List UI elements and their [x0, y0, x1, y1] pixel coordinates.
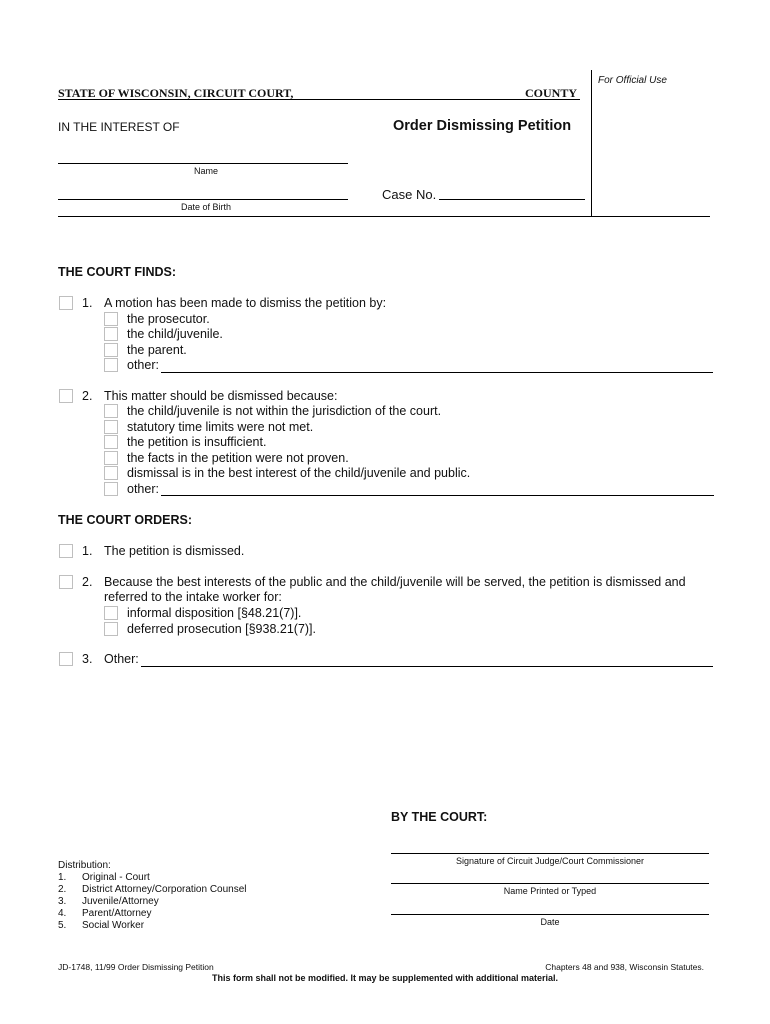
county-line: [58, 99, 580, 100]
case-no-line[interactable]: [439, 199, 585, 200]
finding-2-option-jurisdiction: the child/juvenile is not within the jurisdiction of the court.: [127, 404, 442, 418]
signature-caption: Signature of Circuit Judge/Court Commissioner: [455, 856, 645, 866]
finding-1-option-parent: the parent.: [127, 343, 187, 357]
finding-1-text: A motion has been made to dismiss the petition by:: [104, 296, 387, 310]
order-2-deferred-checkbox[interactable]: [104, 622, 118, 636]
finding-1-option-juvenile: the child/juvenile.: [127, 327, 223, 341]
finding-2-checkbox[interactable]: [59, 389, 73, 403]
order-3-text: Other:: [104, 652, 139, 666]
finding-2-option-other: other:: [127, 482, 159, 496]
distribution-item: 1. Original - Court: [58, 872, 150, 883]
order-2-informal-checkbox[interactable]: [104, 606, 118, 620]
finding-1-number: 1.: [82, 296, 93, 310]
finding-1-parent-checkbox[interactable]: [104, 343, 118, 357]
order-1-text: The petition is dismissed.: [104, 544, 245, 558]
distribution-item: 3. Juvenile/Attorney: [58, 896, 159, 907]
distribution-list: [58, 860, 247, 932]
date-line[interactable]: [391, 914, 709, 915]
date-caption: Date: [540, 917, 560, 927]
order-2-option-deferred: deferred prosecution [§938.21(7)].: [127, 622, 317, 636]
footer-form-id: JD-1748, 11/99 Order Dismissing Petition: [58, 962, 214, 972]
order-3-number: 3.: [82, 652, 93, 666]
form-title: Order Dismissing Petition: [393, 118, 572, 134]
order-3-checkbox[interactable]: [59, 652, 73, 666]
finding-2-best-interest-checkbox[interactable]: [104, 466, 118, 480]
finding-2-other-line[interactable]: [161, 495, 714, 496]
finding-2-option-best-interest: dismissal is in the best interest of the child/juvenile and public.: [127, 466, 471, 480]
finding-1-option-prosecutor: the prosecutor.: [127, 312, 210, 326]
official-use-divider: [591, 70, 592, 217]
order-2-text-line1: Because the best interests of the public and the child/juvenile will be served, the petition is dismissed and: [104, 575, 686, 589]
distribution-heading: Distribution:: [58, 860, 111, 871]
order-1-number: 1.: [82, 544, 93, 558]
finding-2-insufficient-checkbox[interactable]: [104, 435, 118, 449]
case-no-label: Case No.: [382, 187, 437, 202]
finding-2-option-not-proven: the facts in the petition were not proven.: [127, 451, 349, 465]
county-label: COUNTY: [525, 86, 578, 100]
distribution-item: 2. District Attorney/Corporation Counsel: [58, 884, 247, 895]
finding-2-option-insufficient: the petition is insufficient.: [127, 435, 267, 449]
distribution-item: 4. Parent/Attorney: [58, 908, 152, 919]
court-title: STATE OF WISCONSIN, CIRCUIT COURT,: [58, 86, 294, 100]
finding-2-not-proven-checkbox[interactable]: [104, 451, 118, 465]
footer-statutes: Chapters 48 and 938, Wisconsin Statutes.: [545, 962, 704, 972]
order-2-checkbox[interactable]: [59, 575, 73, 589]
name-line[interactable]: [58, 163, 348, 164]
name-printed-caption: Name Printed or Typed: [503, 886, 597, 896]
dob-line[interactable]: [58, 199, 348, 200]
distribution-item: 5. Social Worker: [58, 920, 145, 931]
finding-1-checkbox[interactable]: [59, 296, 73, 310]
finding-1-other-line[interactable]: [161, 372, 713, 373]
finding-1-other-checkbox[interactable]: [104, 358, 118, 372]
name-printed-line[interactable]: [391, 883, 709, 884]
finding-2-time-limits-checkbox[interactable]: [104, 420, 118, 434]
interest-of-label: IN THE INTEREST OF: [58, 120, 180, 134]
by-the-court-label: BY THE COURT:: [391, 810, 488, 824]
findings-heading: THE COURT FINDS:: [58, 265, 177, 279]
footer-notice: This form shall not be modified. It may be supplemented with additional material.: [211, 973, 559, 983]
finding-2-other-checkbox[interactable]: [104, 482, 118, 496]
orders-heading: THE COURT ORDERS:: [58, 513, 193, 527]
finding-1-juvenile-checkbox[interactable]: [104, 327, 118, 341]
finding-2-number: 2.: [82, 389, 93, 403]
finding-1-option-other: other:: [127, 358, 159, 372]
order-2-text-line2: referred to the intake worker for:: [104, 590, 282, 604]
name-caption: Name: [194, 166, 219, 176]
order-1-checkbox[interactable]: [59, 544, 73, 558]
order-2-number: 2.: [82, 575, 93, 589]
order-3-other-line[interactable]: [141, 666, 713, 667]
official-use-label: For Official Use: [598, 75, 667, 86]
finding-1-prosecutor-checkbox[interactable]: [104, 312, 118, 326]
signature-line[interactable]: [391, 853, 709, 854]
header-bottom-rule: [58, 216, 710, 217]
order-2-option-informal: informal disposition [§48.21(7)].: [127, 606, 302, 620]
finding-2-text: This matter should be dismissed because:: [104, 389, 338, 403]
dob-caption: Date of Birth: [181, 202, 232, 212]
finding-2-jurisdiction-checkbox[interactable]: [104, 404, 118, 418]
finding-2-option-time-limits: statutory time limits were not met.: [127, 420, 314, 434]
